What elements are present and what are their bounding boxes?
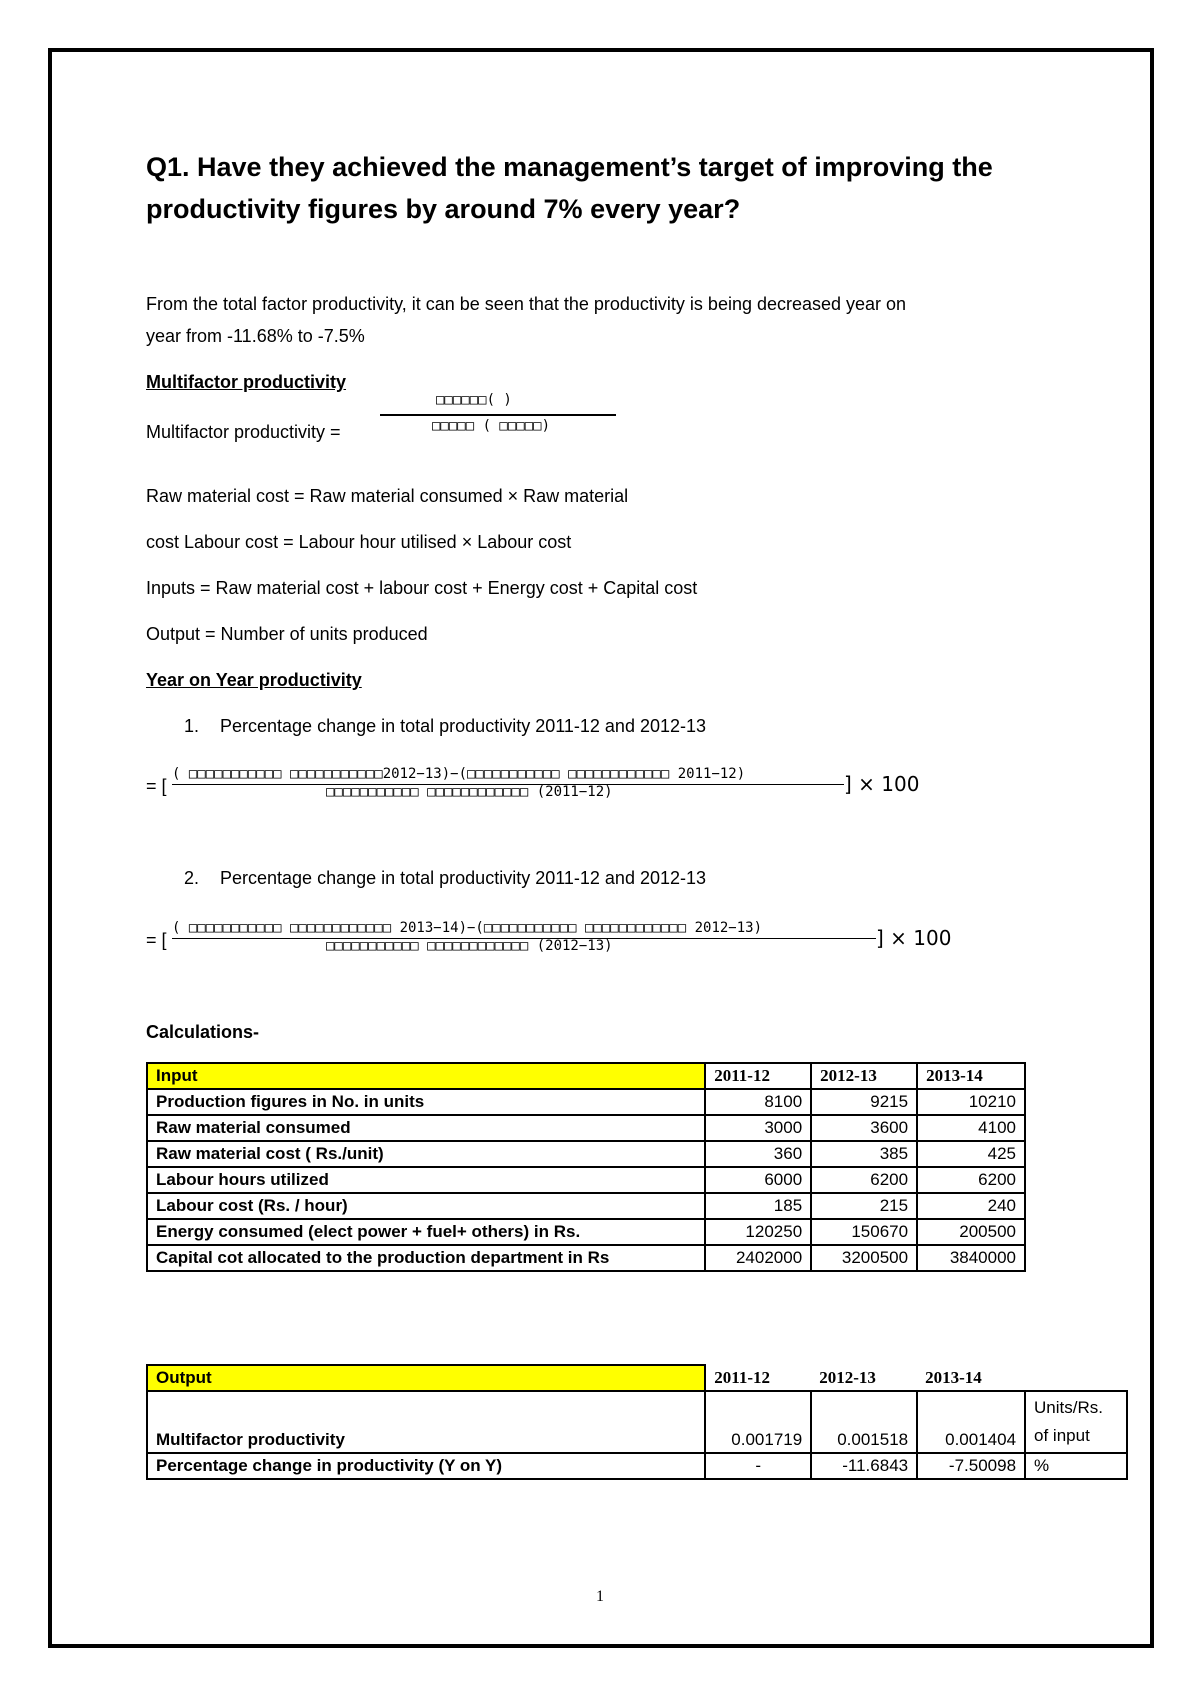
yoy-item1-number: 1. <box>184 716 200 736</box>
cell-value: 3840000 <box>917 1245 1025 1271</box>
table-row <box>147 1219 1025 1245</box>
cell-value: 8100 <box>705 1089 811 1115</box>
input-table-header <box>147 1063 1025 1089</box>
cell-value: 0.001719 <box>705 1391 811 1453</box>
multifactor-heading: Multifactor productivity <box>146 372 347 392</box>
fraction-bar <box>380 414 616 416</box>
cell-value: 425 <box>917 1141 1025 1167</box>
cell-value: 0.001518 <box>811 1391 917 1453</box>
output-header-blank <box>1025 1365 1127 1391</box>
formula-labour: cost Labour cost = Labour hour utilised × Labour cost <box>146 532 572 552</box>
cell-value: 360 <box>705 1141 811 1167</box>
table-row <box>147 1089 1025 1115</box>
cell-value: 385 <box>811 1141 917 1167</box>
output-header-label: Output <box>147 1365 705 1391</box>
multifactor-label: Multifactor productivity = <box>146 422 341 442</box>
intro-line1: From the total factor productivity, it can be seen that the productivity is being decreased year on <box>146 294 907 314</box>
cell-value: 9215 <box>811 1089 917 1115</box>
calculations-label: Calculations- <box>146 1022 260 1042</box>
cell-value: 2402000 <box>705 1245 811 1271</box>
cell-value: 6200 <box>917 1167 1025 1193</box>
yoy-item2-suffix: ] × 100 <box>876 926 952 950</box>
cell-value: 6000 <box>705 1167 811 1193</box>
yoy-item2-denominator: □□□□□□□□□□□ □□□□□□□□□□□□ (2012−13) <box>326 938 613 954</box>
yoy-item1-text: Percentage change in total productivity 2011-12 and 2012-13 <box>220 716 707 736</box>
row-label: Raw material cost ( Rs./unit) <box>147 1141 705 1167</box>
cell-value: 3600 <box>811 1115 917 1141</box>
output-table-header <box>147 1365 1127 1391</box>
yoy-item2-numerator: ( □□□□□□□□□□□ □□□□□□□□□□□□ 2013−14)−(□□□□□□□□□□□ □□□□□□□□□□□□ 2012−13) <box>172 920 763 936</box>
cell-value: 240 <box>917 1193 1025 1219</box>
input-header-label: Input <box>147 1063 705 1089</box>
row-label: Labour cost (Rs. / hour) <box>147 1193 705 1219</box>
yoy-item2-text: Percentage change in total productivity 2011-12 and 2012-13 <box>220 868 707 888</box>
table-row <box>147 1141 1025 1167</box>
unit-cell <box>1025 1391 1127 1453</box>
table-row <box>147 1391 1127 1453</box>
cell-value: -7.50098 <box>917 1453 1025 1479</box>
multifactor-numerator: □□□□□□( ) <box>436 392 512 408</box>
question-title-line1: Q1. Have they achieved the management’s target of improving the <box>146 152 993 182</box>
row-label: Percentage change in productivity (Y on Y) <box>147 1453 705 1479</box>
formula-raw-material: Raw material cost = Raw material consumed × Raw material <box>146 486 629 506</box>
multifactor-denominator: □□□□□ ( □□□□□) <box>432 418 551 434</box>
unit-cell: % <box>1025 1453 1127 1479</box>
row-label: Capital cot allocated to the production department in Rs <box>147 1245 705 1271</box>
cell-value: 3200500 <box>811 1245 917 1271</box>
formula-inputs: Inputs = Raw material cost + labour cost + Energy cost + Capital cost <box>146 578 698 598</box>
yoy-item2-number: 2. <box>184 868 200 888</box>
row-label: Production figures in No. in units <box>147 1089 705 1115</box>
unit-line2: of input <box>1034 1426 1090 1445</box>
row-label: Raw material consumed <box>147 1115 705 1141</box>
table-row <box>147 1193 1025 1219</box>
cell-value: 200500 <box>917 1219 1025 1245</box>
row-label: Energy consumed (elect power + fuel+ others) in Rs. <box>147 1219 705 1245</box>
table-row <box>147 1245 1025 1271</box>
table-row <box>147 1453 1127 1479</box>
question-title-line2: productivity figures by around 7% every year? <box>146 194 741 224</box>
table-row <box>147 1167 1025 1193</box>
yoy-item1-denominator: □□□□□□□□□□□ □□□□□□□□□□□□ (2011−12) <box>326 784 613 800</box>
cell-value: 215 <box>811 1193 917 1219</box>
cell-value: -11.6843 <box>811 1453 917 1479</box>
cell-value: - <box>705 1453 811 1479</box>
input-table <box>146 1062 1026 1272</box>
input-header-year: 2011-12 <box>705 1063 811 1089</box>
cell-value: 150670 <box>811 1219 917 1245</box>
intro-line2: year from -11.68% to -7.5% <box>146 326 365 346</box>
output-table <box>146 1364 1128 1480</box>
cell-value: 185 <box>705 1193 811 1219</box>
cell-value: 120250 <box>705 1219 811 1245</box>
cell-value: 4100 <box>917 1115 1025 1141</box>
yoy-heading: Year on Year productivity <box>146 670 362 690</box>
unit-line1: Units/Rs. <box>1034 1398 1103 1417</box>
output-header-year: 2011-12 <box>714 1367 770 1387</box>
cell-value: 3000 <box>705 1115 811 1141</box>
formula-output: Output = Number of units produced <box>146 624 428 644</box>
row-label: Multifactor productivity <box>147 1391 705 1453</box>
cell-value: 10210 <box>917 1089 1025 1115</box>
output-header-year: 2013-14 <box>925 1367 982 1387</box>
input-header-year: 2012-13 <box>811 1063 917 1089</box>
yoy-item1-suffix: ] × 100 <box>844 772 920 796</box>
yoy-item1-prefix: = [ <box>146 776 167 796</box>
cell-value: 6200 <box>811 1167 917 1193</box>
yoy-item1-numerator: ( □□□□□□□□□□□ □□□□□□□□□□□2012−13)−(□□□□□□□□□□□ □□□□□□□□□□□□ 2011−12) <box>172 766 746 782</box>
table-row <box>147 1115 1025 1141</box>
yoy-item2-prefix: = [ <box>146 930 167 950</box>
output-header-year: 2012-13 <box>819 1367 876 1387</box>
cell-value: 0.001404 <box>917 1391 1025 1453</box>
row-label: Labour hours utilized <box>147 1167 705 1193</box>
input-header-year: 2013-14 <box>917 1063 1025 1089</box>
page-number: 1 <box>596 1588 604 1605</box>
